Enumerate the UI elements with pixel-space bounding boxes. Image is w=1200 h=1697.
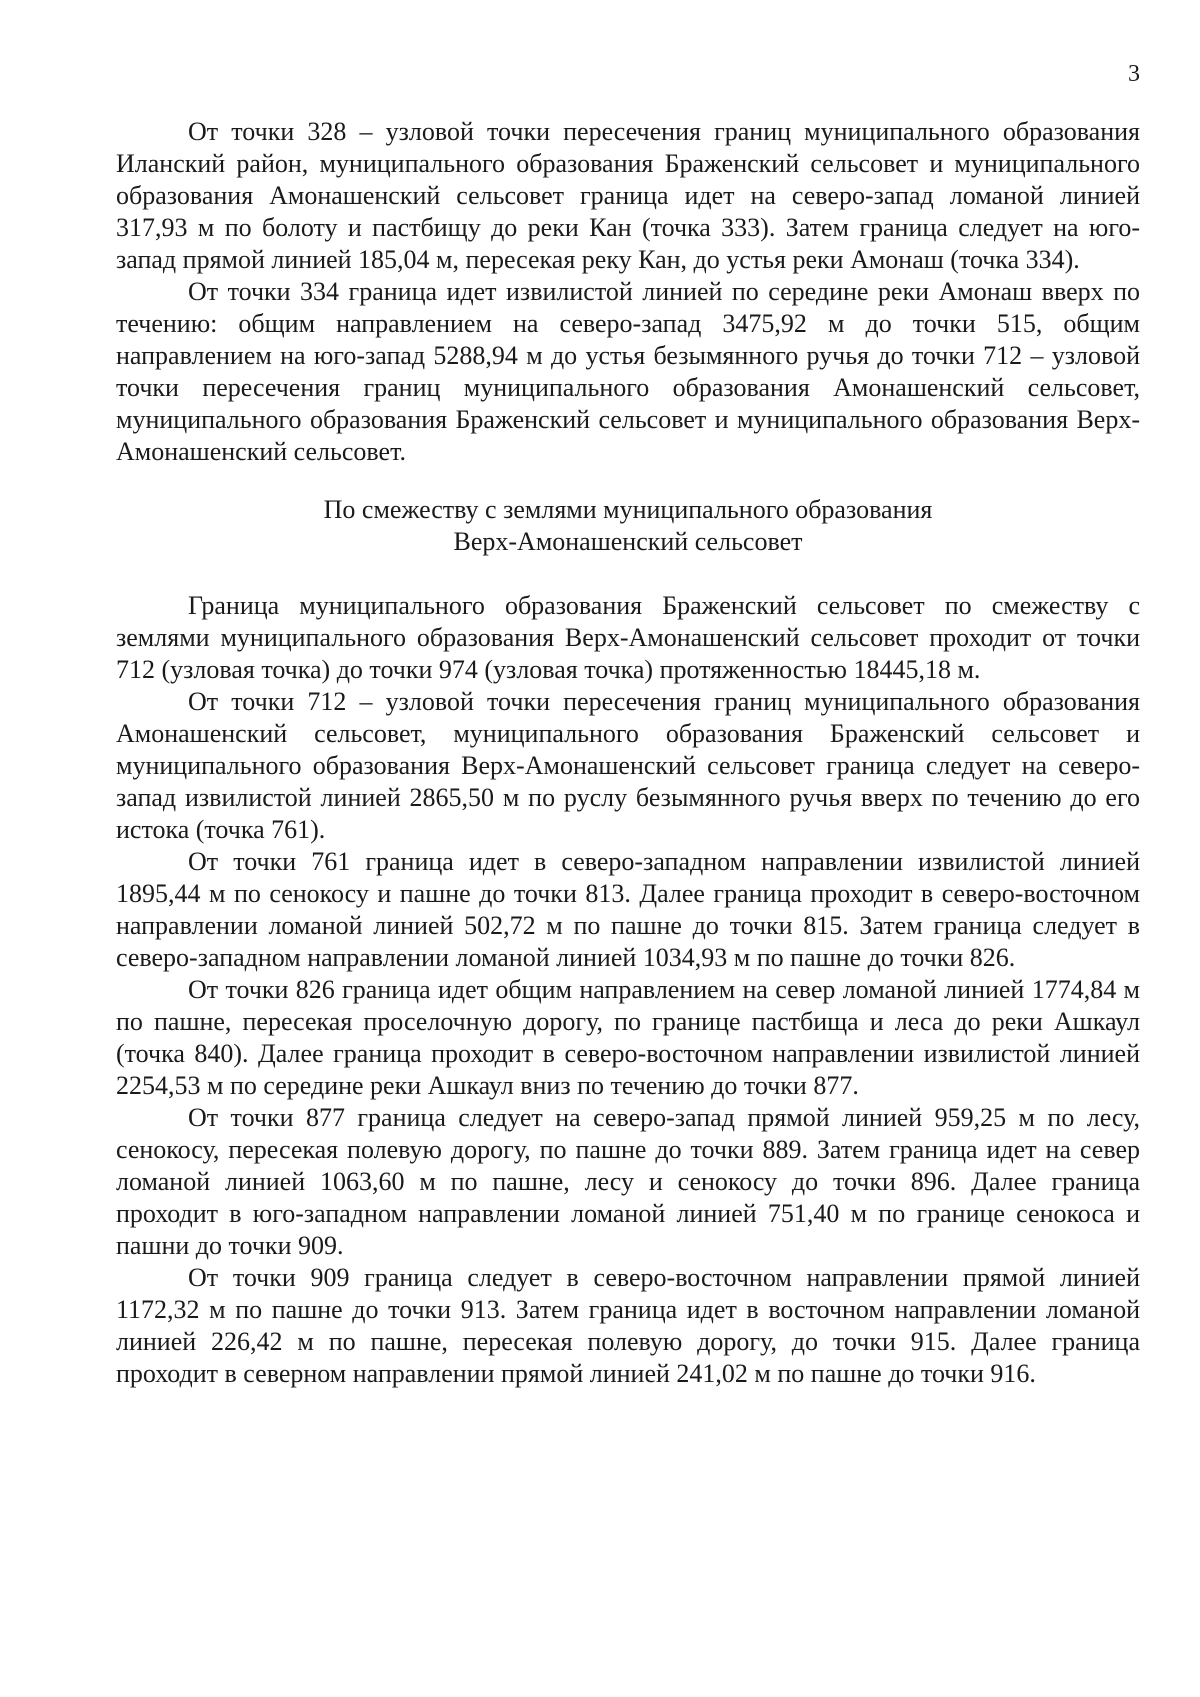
paragraph: От точки 761 граница идет в северо-западном направлении извилистой линией 1895,44 м по сенокосу и пашне до точки 813. Далее граница проходит в северо-восточном направлении ломаной линией 502,72 м по пашне до точки 815. Затем граница следует в северо-западном направлении ломаной линией 1034,93 м по пашне до точки 826. [116, 847, 1140, 972]
section-heading [116, 494, 1140, 558]
paragraph: От точки 909 граница следует в северо-восточном направлении прямой линией 1172,32 м по пашне до точки 913. Затем граница идет в восточном направлении ломаной линией 226,42 м по пашне, пересекая полевую дорогу, до точки 915. Далее граница проходит в северном направлении прямой линией 241,02 м по пашне до точки 916. [116, 1263, 1140, 1388]
page-number: 3 [1128, 61, 1140, 87]
section-heading-line: Верх-Амонашенский сельсовет [453, 527, 803, 556]
paragraph: От точки 826 граница идет общим направлением на север ломаной линией 1774,84 м по пашне, пересекая проселочную дорогу, по границе пастбища и леса до реки Ашкаул (точка 840). Далее граница проходит в северо-восточном направлении извилистой линией 2254,53 м по середине реки Ашкаул вниз по течению до точки 877. [116, 975, 1140, 1100]
paragraph: От точки 877 граница следует на северо-запад прямой линией 959,25 м по лесу, сенокосу, пересекая полевую дорогу, по пашне до точки 889. Затем граница идет на север ломаной линией 1063,60 м по пашне, лесу и сенокосу до точки 896. Далее граница проходит в юго-западном направлении ломаной линией 751,40 м по границе сенокоса и пашни до точки 909. [116, 1103, 1140, 1260]
paragraph: От точки 334 граница идет извилистой линией по середине реки Амонаш вверх по течению: общим направлением на северо-запад 3475,92 м до точки 515, общим направлением на юго-запад 5288,94 м до устья безымянного ручья до точки 712 – узловой точки пересечения границ муниципального образования Амонашенский сельсовет, муниципального образования Браженский сельсовет и муниципального образования Верх-Амонашенский сельсовет. [116, 277, 1140, 466]
paragraph: Граница муниципального образования Браженский сельсовет по смежеству с землями муниципального образования Верх-Амонашенский сельсовет проходит от точки 712 (узловая точка) до точки 974 (узловая точка) протяженностью 18445,18 м. [116, 591, 1140, 684]
section-heading-line: По смежеству с землями муниципального образования [323, 495, 933, 524]
document-body [116, 116, 1140, 1390]
paragraph: От точки 328 – узловой точки пересечения границ муниципального образования Иланский район, муниципального образования Браженский сельсовет и муниципального образования Амонашенский сельсовет граница идет на северо-запад ломаной линией 317,93 м по болоту и пастбищу до реки Кан (точка 333). Затем граница следует на юго-запад прямой линией 185,04 м, пересекая реку Кан, до устья реки Амонаш (точка 334). [116, 117, 1140, 274]
spacer [116, 558, 1140, 590]
paragraph: От точки 712 – узловой точки пересечения границ муниципального образования Амонашенский сельсовет, муниципального образования Браженский сельсовет и муниципального образования Верх-Амонашенский сельсовет граница следует на северо-запад извилистой линией 2865,50 м по руслу безымянного ручья вверх по течению до его истока (точка 761). [116, 687, 1140, 844]
